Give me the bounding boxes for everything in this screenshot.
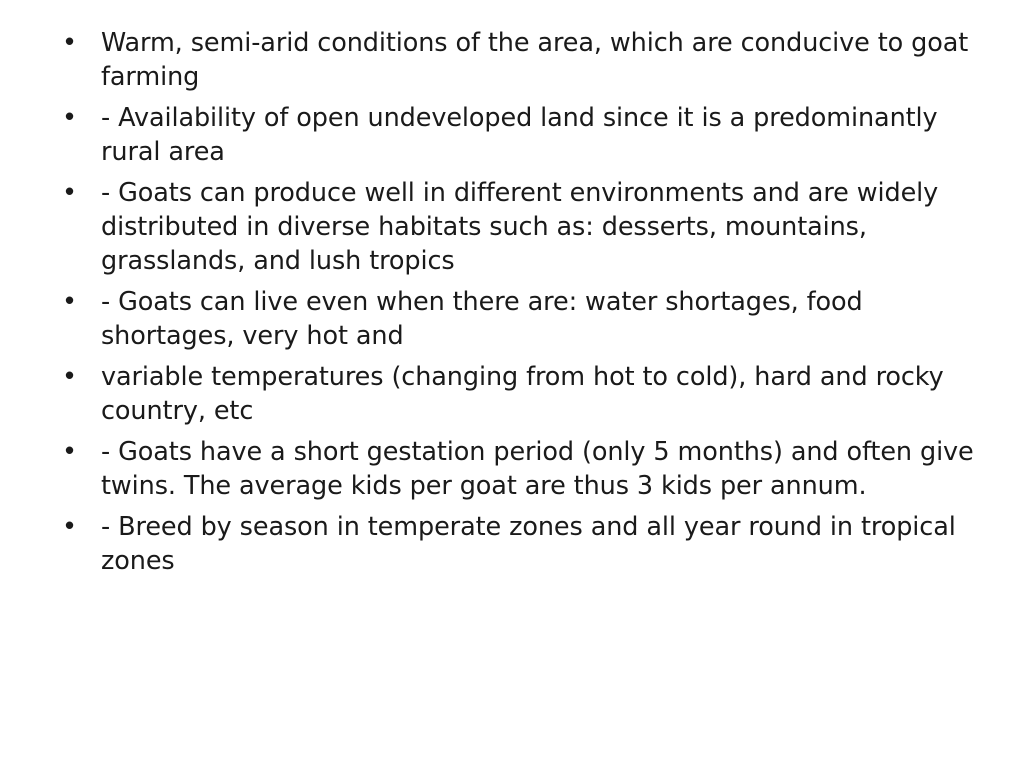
bullet-icon: • [62,287,77,317]
bullet-icon: • [62,362,77,392]
bullet-icon: • [62,103,77,133]
bullet-item-land [62,101,982,169]
bullet-icon: • [62,512,77,542]
bullet-item-temperatures [62,360,982,428]
bullet-item-environments [62,176,982,278]
bullet-list [62,26,982,585]
bullet-item-climate [62,26,982,94]
bullet-icon: • [62,437,77,467]
bullet-text: - Breed by season in temperate zones and all year round in tropical zones [101,512,956,576]
bullet-item-breeding [62,510,982,578]
bullet-icon: • [62,178,77,208]
bullet-text: - Goats can produce well in different environments and are widely distributed in diverse habitats such as: desserts, mountains, grasslands, and lush tropics [101,178,939,276]
bullet-item-gestation [62,435,982,503]
bullet-text: Warm, semi-arid conditions of the area, which are conducive to goat farming [101,28,969,92]
bullet-icon: • [62,28,77,58]
bullet-text: - Availability of open undeveloped land since it is a predominantly rural area [101,103,938,167]
bullet-item-shortages [62,285,982,353]
bullet-text: variable temperatures (changing from hot to cold), hard and rocky country, etc [101,362,944,426]
bullet-text: - Goats have a short gestation period (only 5 months) and often give twins. The average kids per goat are thus 3 kids per annum. [101,437,974,501]
bullet-text: - Goats can live even when there are: water shortages, food shortages, very hot and [101,287,863,351]
